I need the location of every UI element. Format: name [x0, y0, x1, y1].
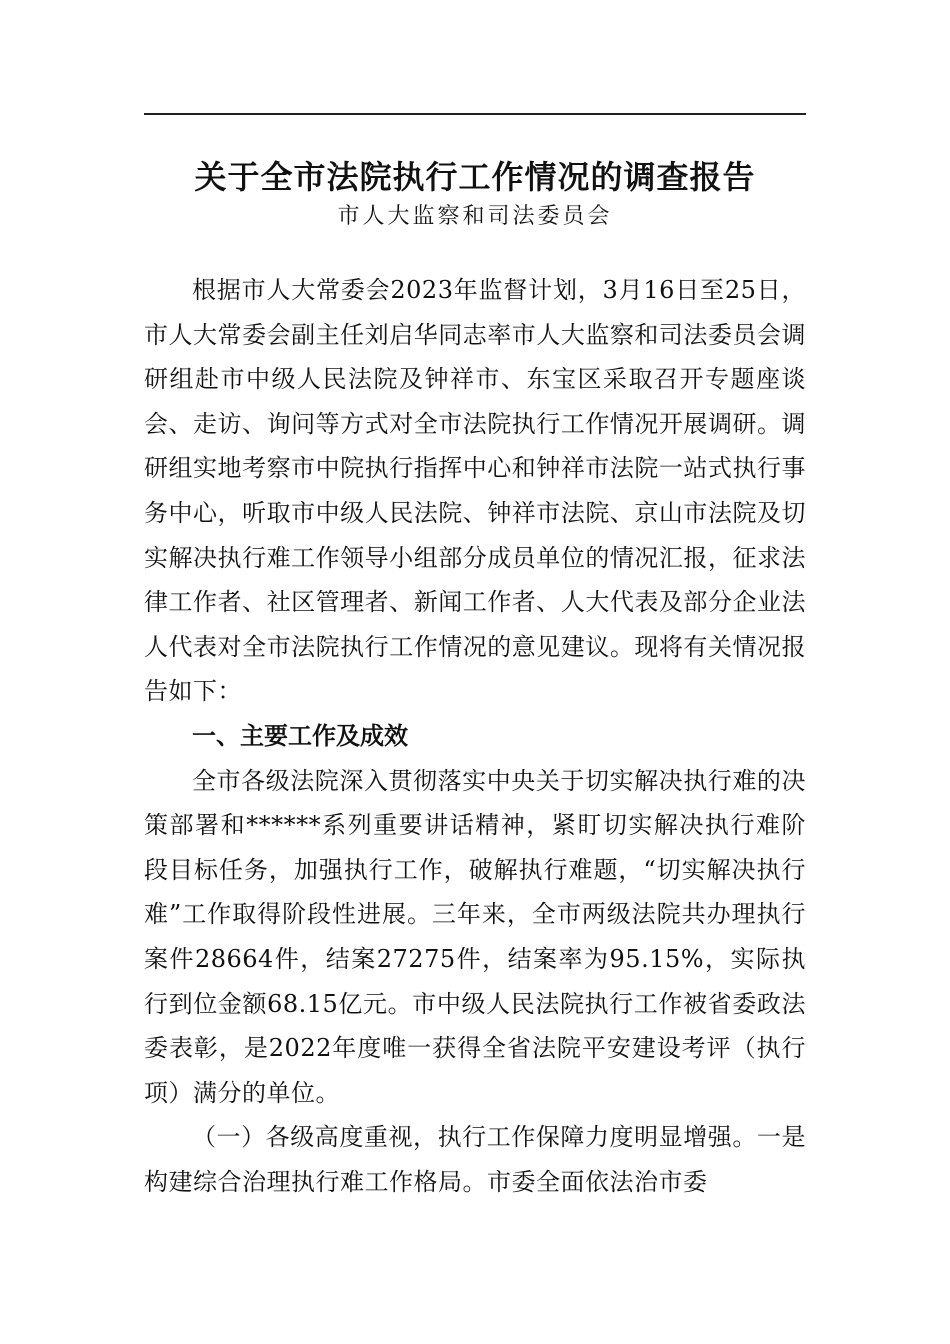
document-title: 关于全市法院执行工作情况的调查报告	[194, 158, 756, 196]
subsection-paragraph: （一）各级高度重视，执行工作保障力度明显增强。一是构建综合治理执行难工作格局。市委全面依法治市委	[144, 1123, 806, 1196]
header-rule	[144, 113, 806, 115]
section-heading: 一、主要工作及成效	[192, 721, 408, 750]
intro-paragraph: 根据市人大常委会2023年监督计划，3月16日至25日，市人大常委会副主任刘启华同志率市人大监察和司法委员会调研组赴市中级人民法院及钟祥市、东宝区采取召开专题座谈会、走访、询问等方式对全市法院执行工作情况开展调研。调研组实地考察市中院执行指挥中心和钟祥市法院一站式执行事务中心，听取市中级人民法院、钟祥市法院、京山市法院及切实解决执行难工作领导小组部分成员单位的情况汇报，征求法律工作者、社区管理者、新闻工作者、人大代表及部分企业法人代表对全市法院执行工作情况的意见建议。现将有关情况报告如下：	[144, 276, 806, 706]
document-author: 市人大监察和司法委员会	[337, 204, 613, 229]
summary-paragraph: 全市各级法院深入贯彻落实中央关于切实解决执行难的决策部署和******系列重要讲话精神，紧盯切实解决执行难阶段目标任务，加强执行工作，破解执行难题，“切实解决执行难”工作取得阶段性进展。三年来，全市两级法院共办理执行案件28664件，结案27275件，结案率为95.15%，实际执行到位金额68.15亿元。市中级人民法院执行工作被省委政法委表彰，是2022年度唯一获得全省法院平安建设考评（执行项）满分的单位。	[144, 766, 806, 1107]
document-body	[144, 268, 806, 1204]
